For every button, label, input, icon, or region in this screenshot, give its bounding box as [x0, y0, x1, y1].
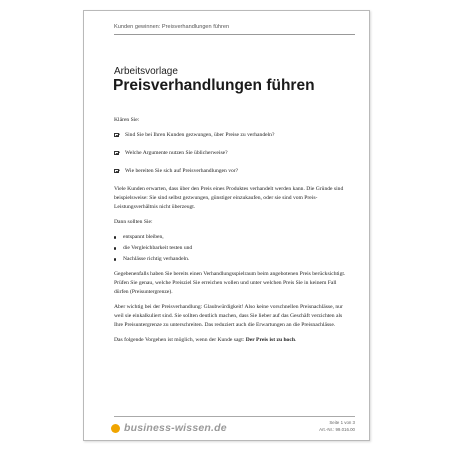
checklist-item	[114, 149, 346, 158]
logo-text: business-wissen.de	[124, 422, 227, 434]
bullet-item-text: Nachlässe richtig verhandeln.	[123, 256, 190, 262]
bullet-item	[114, 233, 346, 242]
bullet-icon	[114, 236, 116, 238]
checkbox-checked-icon	[114, 151, 119, 156]
checklist	[114, 131, 346, 176]
footer-divider	[114, 416, 355, 417]
bullet-item	[114, 244, 346, 253]
should-label: Dann sollten Sie:	[114, 219, 153, 225]
procedure-text: Das folgende Vorgehen ist möglich, wenn der Kunde sagt:	[114, 337, 246, 343]
bullet-item-text: die Vergleichbarkeit testen und	[123, 245, 193, 251]
paragraph-price-range: Gegebenenfalls haben Sie bereits einen Verhandlungsspielraum beim angebotenen Preis berücksichtigt. Prüfen Sie genau, welche Preisziel Sie erreichen wollen und unter welchen Preis Sie in keinem Fall dürfen (Preisuntergrenze).	[114, 271, 346, 295]
running-header: Kunden gewinnen: Preisverhandlungen führen	[114, 24, 230, 30]
bullet-icon	[114, 258, 116, 260]
page-number: Seite 1 von 3	[329, 420, 355, 425]
document-body	[114, 116, 346, 351]
checkbox-checked-icon	[114, 169, 119, 174]
checklist-item-text: Welche Argumente nutzen Sie üblicherweise?	[125, 150, 228, 156]
document-page	[83, 10, 370, 441]
clarify-label: Klären Sie:	[114, 117, 140, 123]
checklist-item-text: Wie bereiten Sie sich auf Preisverhandlungen vor?	[125, 168, 239, 174]
checkbox-checked-icon	[114, 133, 119, 138]
document-kicker: Arbeitsvorlage	[114, 66, 178, 77]
checklist-item	[114, 167, 346, 176]
logo-dot-icon	[111, 424, 120, 433]
bullet-icon	[114, 247, 116, 249]
bullet-item	[114, 255, 346, 264]
article-number: Art.-Nr.: 99.016.00	[319, 426, 355, 432]
document-title: Preisverhandlungen führen	[113, 77, 315, 94]
brand-logo	[111, 422, 227, 434]
bullet-list	[114, 233, 346, 264]
paragraph-procedure: Das folgende Vorgehen ist möglich, wenn der Kunde sagt: Der Preis ist zu hoch.	[114, 337, 297, 343]
page-meta	[319, 420, 355, 433]
header-divider	[114, 34, 355, 35]
paragraph-intro: Viele Kunden erwarten, dass über den Preis eines Produktes verhandelt werden kann. Die Gründe sind beispielsweise: Sie sind selbst gezwungen, günstiger einzukaufen, oder sie sind vom Preis-Leistungsverhältnis nicht überzeugt.	[114, 186, 344, 210]
checklist-item-text: Sind Sie bei Ihren Kunden gezwungen, über Preise zu verhandeln?	[125, 132, 275, 138]
bullet-item-text: entspannt bleiben,	[123, 234, 164, 240]
paragraph-credibility: Aber wichtig bei der Preisverhandlung: Glaubwürdigkeit! Also keine vorschnellen Preisnachlässe, nur weil sie einkalkuliert sind. Sie sollten deutlich machen, dass Sie lieber auf das Geschäft verzichten als Ihre Preisuntergrenze zu unterschreiten. Das reduziert auch die Erwartungen an die Preisnachlässe.	[114, 304, 343, 328]
checklist-item	[114, 131, 346, 140]
procedure-quote: Der Preis ist zu hoch	[245, 337, 295, 343]
